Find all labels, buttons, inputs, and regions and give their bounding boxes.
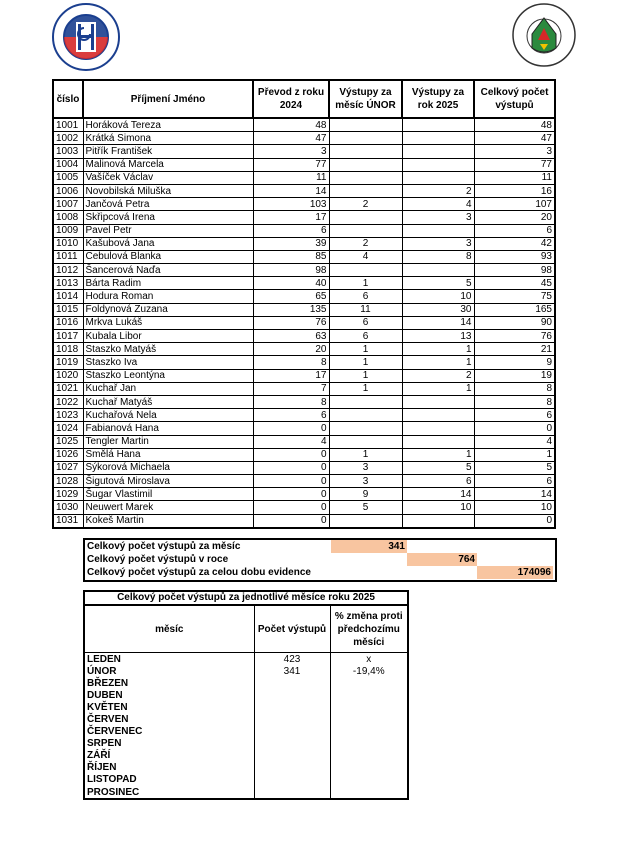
year-ascents-cell: 8: [402, 250, 474, 263]
member-number-cell: 1013: [53, 277, 83, 290]
list-item: [84, 726, 408, 738]
member-number-cell: 1003: [53, 145, 83, 158]
month-ascents-cell: [329, 145, 402, 158]
month-change-cell: [330, 786, 408, 799]
month-name-cell: ČERVENEC: [84, 726, 254, 738]
year-ascents-cell: 1: [402, 356, 474, 369]
year-ascents-cell: 4: [402, 198, 474, 211]
transfer-2024-cell: 85: [253, 250, 329, 263]
list-item: [84, 665, 408, 677]
table-row: [53, 514, 555, 528]
summary-year-value: 764: [407, 553, 477, 566]
total-ascents-cell: 107: [474, 198, 555, 211]
month-ascents-cell: [329, 395, 402, 408]
table-row: [53, 330, 555, 343]
month-name-cell: KVĚTEN: [84, 701, 254, 713]
total-ascents-cell: 42: [474, 237, 555, 250]
year-ascents-cell: 3: [402, 237, 474, 250]
transfer-2024-cell: 77: [253, 158, 329, 171]
months-table-title: Celkový počet výstupů za jednotlivé měsíce roku 2025: [84, 591, 408, 605]
year-ascents-cell: 30: [402, 303, 474, 316]
member-name-cell: Kašubová Jana: [83, 237, 253, 250]
list-item: [84, 774, 408, 786]
table-row: [53, 435, 555, 448]
month-change-cell: x: [330, 653, 408, 666]
table-row: [53, 369, 555, 382]
total-ascents-cell: 4: [474, 435, 555, 448]
transfer-2024-cell: 40: [253, 277, 329, 290]
member-number-cell: 1017: [53, 330, 83, 343]
total-ascents-cell: 0: [474, 514, 555, 528]
member-name-cell: Malinová Marcela: [83, 158, 253, 171]
month-ascents-cell: 9: [329, 488, 402, 501]
member-number-cell: 1006: [53, 184, 83, 197]
month-ascents-cell: [329, 409, 402, 422]
transfer-2024-cell: 98: [253, 264, 329, 277]
month-count-cell: [254, 762, 330, 774]
month-ascents-cell: [329, 211, 402, 224]
month-count-cell: [254, 726, 330, 738]
table-row: [53, 395, 555, 408]
member-name-cell: Cebulová Blanka: [83, 250, 253, 263]
month-change-cell: [330, 726, 408, 738]
year-ascents-cell: [402, 171, 474, 184]
member-number-cell: 1026: [53, 448, 83, 461]
member-number-cell: 1009: [53, 224, 83, 237]
year-ascents-cell: [402, 422, 474, 435]
month-ascents-cell: 1: [329, 277, 402, 290]
month-count-cell: [254, 713, 330, 725]
year-ascents-cell: [402, 145, 474, 158]
transfer-2024-cell: 17: [253, 211, 329, 224]
table-row: [53, 461, 555, 474]
summary-month-row: [85, 540, 555, 553]
total-ascents-cell: 6: [474, 475, 555, 488]
month-name-cell: LISTOPAD: [84, 774, 254, 786]
month-ascents-cell: 2: [329, 237, 402, 250]
month-ascents-cell: 5: [329, 501, 402, 514]
member-name-cell: Šancerová Naďa: [83, 264, 253, 277]
table-row: [53, 488, 555, 501]
member-name-cell: Foldynová Zuzana: [83, 303, 253, 316]
total-ascents-cell: 21: [474, 343, 555, 356]
member-number-cell: 1030: [53, 501, 83, 514]
year-ascents-cell: [402, 435, 474, 448]
table-row: [53, 409, 555, 422]
summary-year-row: [85, 553, 555, 566]
transfer-2024-cell: 7: [253, 382, 329, 395]
summary-total-value: 174096: [477, 566, 553, 579]
member-name-cell: Staszko Matyáš: [83, 343, 253, 356]
list-item: [84, 738, 408, 750]
member-number-cell: 1027: [53, 461, 83, 474]
month-ascents-cell: [329, 158, 402, 171]
total-ascents-cell: 76: [474, 330, 555, 343]
member-name-cell: Šigutová Miroslava: [83, 475, 253, 488]
member-number-cell: 1021: [53, 382, 83, 395]
total-ascents-cell: 90: [474, 316, 555, 329]
month-name-cell: ZÁŘÍ: [84, 750, 254, 762]
month-count-cell: 423: [254, 653, 330, 666]
month-ascents-cell: 6: [329, 330, 402, 343]
month-ascents-cell: 3: [329, 461, 402, 474]
month-ascents-cell: 1: [329, 369, 402, 382]
total-ascents-cell: 16: [474, 184, 555, 197]
member-name-cell: Jančová Petra: [83, 198, 253, 211]
table-row: [53, 158, 555, 171]
member-name-cell: Šugar Vlastimil: [83, 488, 253, 501]
month-ascents-cell: 1: [329, 382, 402, 395]
member-number-cell: 1014: [53, 290, 83, 303]
kct-logo: [48, 2, 124, 72]
transfer-2024-cell: 135: [253, 303, 329, 316]
transfer-2024-cell: 0: [253, 461, 329, 474]
month-ascents-cell: [329, 132, 402, 145]
year-ascents-cell: [402, 514, 474, 528]
transfer-2024-cell: 63: [253, 330, 329, 343]
transfer-2024-cell: 76: [253, 316, 329, 329]
month-name-cell: PROSINEC: [84, 786, 254, 799]
total-ascents-cell: 0: [474, 422, 555, 435]
table-row: [53, 448, 555, 461]
year-ascents-cell: 10: [402, 290, 474, 303]
table-row: [53, 356, 555, 369]
member-number-cell: 1016: [53, 316, 83, 329]
col-header-year-2025: Výstupy za rok 2025: [402, 80, 474, 118]
year-ascents-cell: 3: [402, 211, 474, 224]
months-col-header-change: % změna proti předchozímu měsíci: [330, 605, 408, 653]
year-ascents-cell: 1: [402, 382, 474, 395]
member-name-cell: Kubala Libor: [83, 330, 253, 343]
member-name-cell: Staszko Leontýna: [83, 369, 253, 382]
month-change-cell: [330, 750, 408, 762]
table-row: [53, 382, 555, 395]
month-count-cell: [254, 774, 330, 786]
member-name-cell: Fabianová Hana: [83, 422, 253, 435]
month-count-cell: [254, 689, 330, 701]
list-item: [84, 677, 408, 689]
year-ascents-cell: [402, 264, 474, 277]
month-ascents-cell: 6: [329, 290, 402, 303]
transfer-2024-cell: 0: [253, 514, 329, 528]
month-ascents-cell: 2: [329, 198, 402, 211]
col-header-number: číslo: [53, 80, 83, 118]
table-row: [53, 184, 555, 197]
table-row: [53, 422, 555, 435]
table-row: [53, 303, 555, 316]
month-ascents-cell: 3: [329, 475, 402, 488]
member-name-cell: Novobilská Miluška: [83, 184, 253, 197]
total-ascents-cell: 11: [474, 171, 555, 184]
months-col-header-month: měsíc: [84, 605, 254, 653]
member-name-cell: Mrkva Lukáš: [83, 316, 253, 329]
total-ascents-cell: 6: [474, 224, 555, 237]
month-count-cell: [254, 750, 330, 762]
summary-month-value: 341: [331, 540, 407, 553]
member-number-cell: 1002: [53, 132, 83, 145]
total-ascents-cell: 5: [474, 461, 555, 474]
month-change-cell: -19,4%: [330, 665, 408, 677]
list-item: [84, 713, 408, 725]
transfer-2024-cell: 14: [253, 184, 329, 197]
year-ascents-cell: 14: [402, 316, 474, 329]
member-number-cell: 1018: [53, 343, 83, 356]
member-number-cell: 1012: [53, 264, 83, 277]
transfer-2024-cell: 0: [253, 448, 329, 461]
member-name-cell: Kuchař Jan: [83, 382, 253, 395]
summary-box: [83, 538, 557, 582]
transfer-2024-cell: 17: [253, 369, 329, 382]
member-name-cell: Smělá Hana: [83, 448, 253, 461]
month-change-cell: [330, 762, 408, 774]
month-ascents-cell: [329, 264, 402, 277]
year-ascents-cell: 6: [402, 475, 474, 488]
member-name-cell: Bárta Radim: [83, 277, 253, 290]
table-row: [53, 343, 555, 356]
total-ascents-cell: 48: [474, 118, 555, 132]
member-name-cell: Kuchař Matyáš: [83, 395, 253, 408]
list-item: [84, 786, 408, 799]
member-number-cell: 1007: [53, 198, 83, 211]
total-ascents-cell: 8: [474, 395, 555, 408]
month-change-cell: [330, 713, 408, 725]
month-name-cell: BŘEZEN: [84, 677, 254, 689]
list-item: [84, 689, 408, 701]
month-ascents-cell: [329, 118, 402, 132]
month-change-cell: [330, 701, 408, 713]
month-change-cell: [330, 677, 408, 689]
list-item: [84, 762, 408, 774]
year-ascents-cell: 1: [402, 448, 474, 461]
transfer-2024-cell: 8: [253, 356, 329, 369]
year-ascents-cell: [402, 409, 474, 422]
table-row: [53, 316, 555, 329]
total-ascents-cell: 93: [474, 250, 555, 263]
table-row: [53, 237, 555, 250]
table-row: [53, 290, 555, 303]
member-name-cell: Krátká Simona: [83, 132, 253, 145]
year-ascents-cell: [402, 395, 474, 408]
year-ascents-cell: [402, 158, 474, 171]
total-ascents-cell: 6: [474, 409, 555, 422]
month-ascents-cell: [329, 171, 402, 184]
summary-year-label: Celkový počet výstupů v roce: [87, 554, 229, 565]
year-ascents-cell: 5: [402, 461, 474, 474]
month-ascents-cell: 11: [329, 303, 402, 316]
col-header-name: Příjmení Jméno: [83, 80, 253, 118]
month-count-cell: 341: [254, 665, 330, 677]
month-change-cell: [330, 689, 408, 701]
total-ascents-cell: 45: [474, 277, 555, 290]
member-name-cell: Pitřík František: [83, 145, 253, 158]
month-ascents-cell: [329, 435, 402, 448]
transfer-2024-cell: 0: [253, 475, 329, 488]
table-row: [53, 224, 555, 237]
table-row: [53, 132, 555, 145]
months-table: [83, 590, 409, 800]
year-ascents-cell: 2: [402, 184, 474, 197]
year-ascents-cell: 1: [402, 343, 474, 356]
member-name-cell: Pavel Petr: [83, 224, 253, 237]
transfer-2024-cell: 39: [253, 237, 329, 250]
member-name-cell: Tengler Martin: [83, 435, 253, 448]
total-ascents-cell: 75: [474, 290, 555, 303]
member-number-cell: 1024: [53, 422, 83, 435]
transfer-2024-cell: 48: [253, 118, 329, 132]
month-ascents-cell: [329, 224, 402, 237]
table-row: [53, 211, 555, 224]
member-number-cell: 1023: [53, 409, 83, 422]
member-number-cell: 1020: [53, 369, 83, 382]
transfer-2024-cell: 0: [253, 422, 329, 435]
col-header-transfer-2024: Převod z roku 2024: [253, 80, 329, 118]
member-name-cell: Hodura Roman: [83, 290, 253, 303]
member-number-cell: 1031: [53, 514, 83, 528]
table-row: [53, 277, 555, 290]
table-row: [53, 264, 555, 277]
members-table-header: [53, 80, 555, 118]
total-ascents-cell: 8: [474, 382, 555, 395]
table-row: [53, 475, 555, 488]
table-row: [53, 145, 555, 158]
member-number-cell: 1008: [53, 211, 83, 224]
member-number-cell: 1001: [53, 118, 83, 132]
col-header-total: Celkový počet výstupů: [474, 80, 555, 118]
transfer-2024-cell: 0: [253, 488, 329, 501]
member-name-cell: Staszko Iva: [83, 356, 253, 369]
total-ascents-cell: 10: [474, 501, 555, 514]
month-ascents-cell: 4: [329, 250, 402, 263]
transfer-2024-cell: 6: [253, 224, 329, 237]
year-ascents-cell: 5: [402, 277, 474, 290]
month-ascents-cell: 6: [329, 316, 402, 329]
month-ascents-cell: [329, 422, 402, 435]
table-row: [53, 171, 555, 184]
year-ascents-cell: [402, 118, 474, 132]
month-ascents-cell: [329, 514, 402, 528]
total-ascents-cell: 47: [474, 132, 555, 145]
member-number-cell: 1029: [53, 488, 83, 501]
member-name-cell: Kuchařová Nela: [83, 409, 253, 422]
col-header-month: Výstupy za měsíc ÚNOR: [329, 80, 402, 118]
transfer-2024-cell: 8: [253, 395, 329, 408]
transfer-2024-cell: 65: [253, 290, 329, 303]
month-ascents-cell: 1: [329, 448, 402, 461]
transfer-2024-cell: 11: [253, 171, 329, 184]
member-number-cell: 1022: [53, 395, 83, 408]
summary-total-row: [85, 566, 555, 579]
month-name-cell: DUBEN: [84, 689, 254, 701]
year-ascents-cell: 10: [402, 501, 474, 514]
table-row: [53, 198, 555, 211]
members-table: [52, 79, 556, 529]
member-number-cell: 1028: [53, 475, 83, 488]
month-change-cell: [330, 738, 408, 750]
transfer-2024-cell: 47: [253, 132, 329, 145]
month-ascents-cell: 1: [329, 356, 402, 369]
year-ascents-cell: 2: [402, 369, 474, 382]
total-ascents-cell: 3: [474, 145, 555, 158]
months-col-header-count: Počet výstupů: [254, 605, 330, 653]
member-name-cell: Vašíček Václav: [83, 171, 253, 184]
list-item: [84, 750, 408, 762]
list-item: [84, 653, 408, 666]
month-count-cell: [254, 738, 330, 750]
transfer-2024-cell: 3: [253, 145, 329, 158]
total-ascents-cell: 9: [474, 356, 555, 369]
member-number-cell: 1019: [53, 356, 83, 369]
member-number-cell: 1010: [53, 237, 83, 250]
total-ascents-cell: 20: [474, 211, 555, 224]
transfer-2024-cell: 0: [253, 501, 329, 514]
total-ascents-cell: 165: [474, 303, 555, 316]
member-number-cell: 1004: [53, 158, 83, 171]
summary-month-label: Celkový počet výstupů za měsíc: [87, 541, 241, 552]
transfer-2024-cell: 6: [253, 409, 329, 422]
table-row: [53, 501, 555, 514]
month-name-cell: ÚNOR: [84, 665, 254, 677]
month-name-cell: LEDEN: [84, 653, 254, 666]
total-ascents-cell: 14: [474, 488, 555, 501]
month-name-cell: ŘÍJEN: [84, 762, 254, 774]
transfer-2024-cell: 103: [253, 198, 329, 211]
summary-total-label: Celkový počet výstupů za celou dobu evidence: [87, 567, 311, 578]
list-item: [84, 701, 408, 713]
table-row: [53, 250, 555, 263]
member-name-cell: Neuwert Marek: [83, 501, 253, 514]
member-number-cell: 1011: [53, 250, 83, 263]
year-ascents-cell: 13: [402, 330, 474, 343]
year-ascents-cell: [402, 132, 474, 145]
total-ascents-cell: 77: [474, 158, 555, 171]
month-count-cell: [254, 786, 330, 799]
member-name-cell: Kokeš Martin: [83, 514, 253, 528]
member-name-cell: Skřipcová Irena: [83, 211, 253, 224]
member-number-cell: 1005: [53, 171, 83, 184]
month-name-cell: ČERVEN: [84, 713, 254, 725]
month-ascents-cell: 1: [329, 343, 402, 356]
table-row: [53, 118, 555, 132]
total-ascents-cell: 19: [474, 369, 555, 382]
member-number-cell: 1025: [53, 435, 83, 448]
transfer-2024-cell: 4: [253, 435, 329, 448]
month-change-cell: [330, 774, 408, 786]
year-ascents-cell: [402, 224, 474, 237]
month-count-cell: [254, 677, 330, 689]
total-ascents-cell: 1: [474, 448, 555, 461]
member-name-cell: Horáková Tereza: [83, 118, 253, 132]
month-count-cell: [254, 701, 330, 713]
month-ascents-cell: [329, 184, 402, 197]
total-ascents-cell: 98: [474, 264, 555, 277]
kplh-logo: [510, 0, 578, 70]
member-name-cell: Sýkorová Michaela: [83, 461, 253, 474]
member-number-cell: 1015: [53, 303, 83, 316]
year-ascents-cell: 14: [402, 488, 474, 501]
month-name-cell: SRPEN: [84, 738, 254, 750]
transfer-2024-cell: 20: [253, 343, 329, 356]
